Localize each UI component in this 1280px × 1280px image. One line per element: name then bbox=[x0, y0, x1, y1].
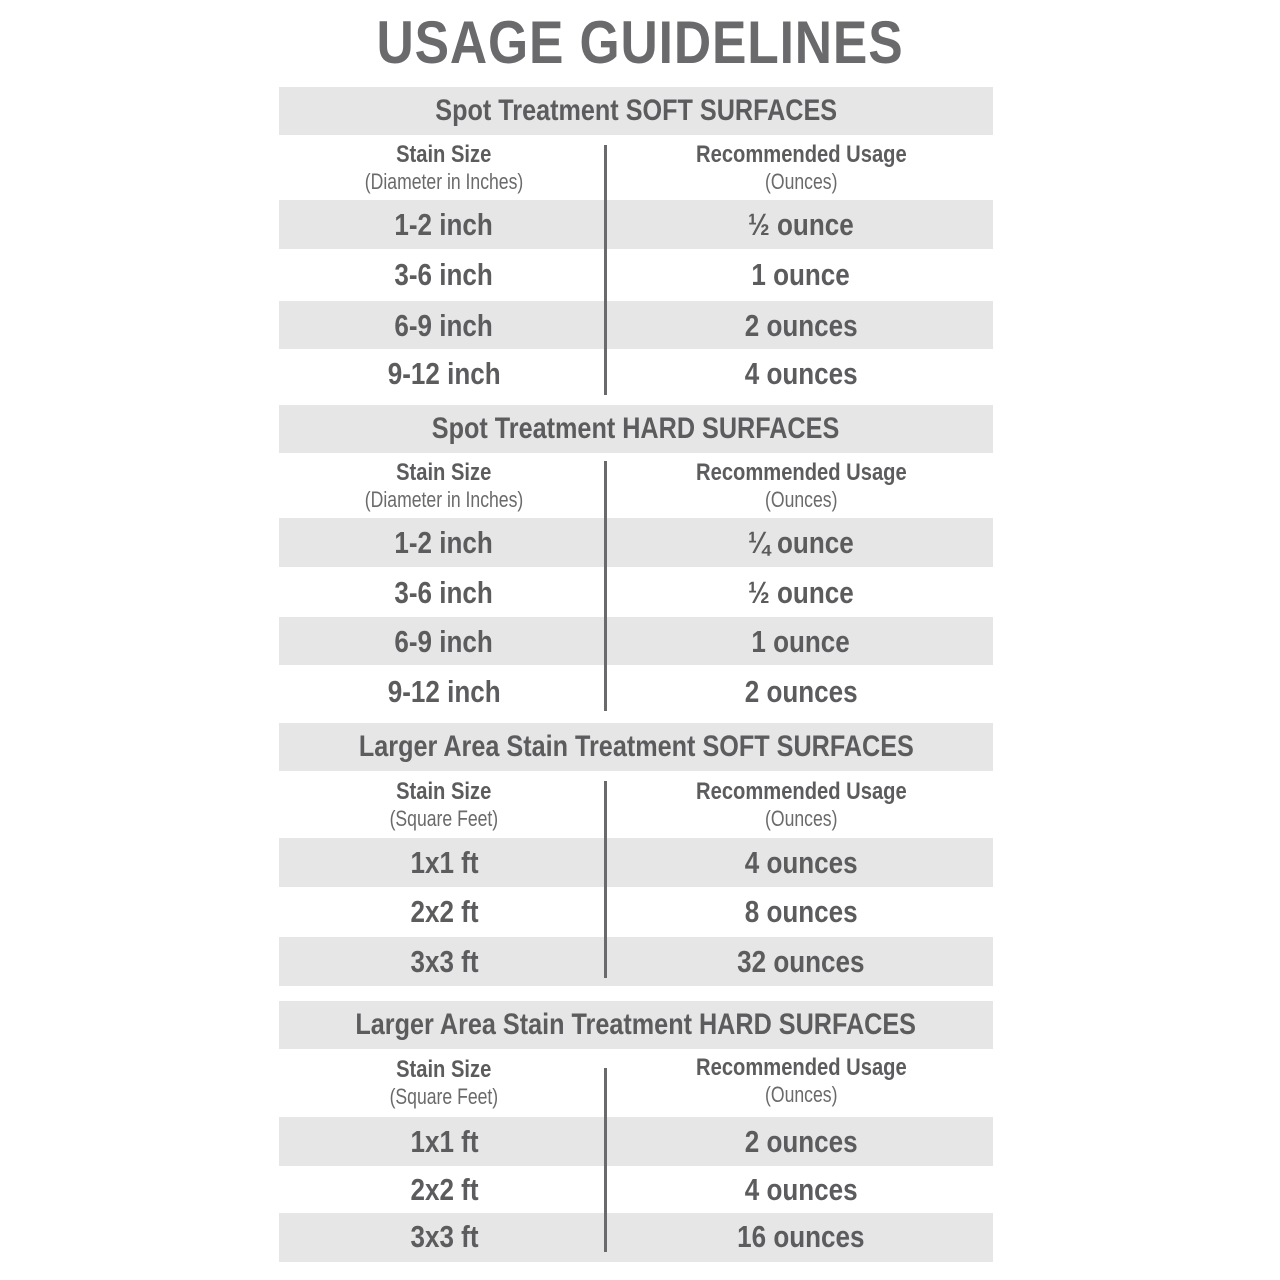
section-title: Spot Treatment HARD SURFACES bbox=[432, 412, 840, 445]
table-cell-size: 2x2 ft bbox=[409, 894, 479, 929]
page-title: USAGE GUIDELINES bbox=[376, 9, 904, 76]
usage-header: Recommended Usage bbox=[695, 141, 907, 168]
stain-size-header: Stain Size bbox=[396, 1056, 492, 1083]
usage-unit: (Ounces) bbox=[764, 806, 838, 831]
stain-size-header: Stain Size bbox=[396, 778, 492, 805]
table-cell-usage: 4 ounces bbox=[744, 845, 858, 880]
table-cell-size: 9-12 inch bbox=[387, 356, 501, 391]
stain-size-unit: (Square Feet) bbox=[389, 806, 499, 831]
table-cell-usage: 4 ounces bbox=[744, 1172, 858, 1207]
table-cell-usage: 2 ounces bbox=[744, 308, 858, 343]
table-cell-usage: 1 ounce bbox=[751, 624, 851, 659]
table-cell-usage: 1 ounce bbox=[751, 257, 851, 292]
usage-header: Recommended Usage bbox=[695, 1054, 907, 1081]
section-title: Spot Treatment SOFT SURFACES bbox=[435, 94, 837, 127]
usage-header: Recommended Usage bbox=[695, 459, 907, 486]
column-divider bbox=[604, 781, 607, 978]
table-cell-size: 3-6 inch bbox=[394, 257, 494, 292]
usage-header: Recommended Usage bbox=[695, 778, 907, 805]
table-cell-size: 1x1 ft bbox=[409, 1124, 479, 1159]
table-cell-usage: 8 ounces bbox=[744, 894, 858, 929]
stain-size-header: Stain Size bbox=[396, 459, 492, 486]
column-divider bbox=[604, 145, 607, 395]
table-cell-usage: 2 ounces bbox=[744, 1124, 858, 1159]
table-cell-size: 1-2 inch bbox=[394, 207, 494, 242]
table-cell-size: 9-12 inch bbox=[387, 674, 501, 709]
stain-size-header: Stain Size bbox=[396, 141, 492, 168]
table-cell-size: 3-6 inch bbox=[394, 575, 494, 610]
column-divider bbox=[604, 1068, 607, 1252]
table-cell-size: 1-2 inch bbox=[394, 525, 494, 560]
table-cell-usage: 2 ounces bbox=[744, 674, 858, 709]
usage-unit: (Ounces) bbox=[764, 487, 838, 512]
stain-size-unit: (Diameter in Inches) bbox=[364, 169, 524, 194]
table-cell-usage: 16 ounces bbox=[737, 1219, 865, 1254]
usage-unit: (Ounces) bbox=[764, 169, 838, 194]
table-cell-usage: ¼ ounce bbox=[748, 525, 854, 560]
column-divider bbox=[604, 461, 607, 711]
table-cell-size: 3x3 ft bbox=[409, 944, 479, 979]
stain-size-unit: (Square Feet) bbox=[389, 1084, 499, 1109]
stain-size-unit: (Diameter in Inches) bbox=[364, 487, 524, 512]
table-cell-size: 1x1 ft bbox=[409, 845, 479, 880]
usage-unit: (Ounces) bbox=[764, 1082, 838, 1107]
table-cell-size: 3x3 ft bbox=[409, 1219, 479, 1254]
table-cell-usage: 4 ounces bbox=[744, 356, 858, 391]
table-cell-usage: ½ ounce bbox=[748, 207, 854, 242]
table-cell-size: 2x2 ft bbox=[409, 1172, 479, 1207]
table-cell-size: 6-9 inch bbox=[394, 624, 494, 659]
section-title: Larger Area Stain Treatment HARD SURFACES bbox=[355, 1008, 917, 1041]
section-title: Larger Area Stain Treatment SOFT SURFACES bbox=[358, 730, 914, 763]
table-cell-usage: ½ ounce bbox=[748, 575, 854, 610]
table-cell-size: 6-9 inch bbox=[394, 308, 494, 343]
table-cell-usage: 32 ounces bbox=[737, 944, 865, 979]
